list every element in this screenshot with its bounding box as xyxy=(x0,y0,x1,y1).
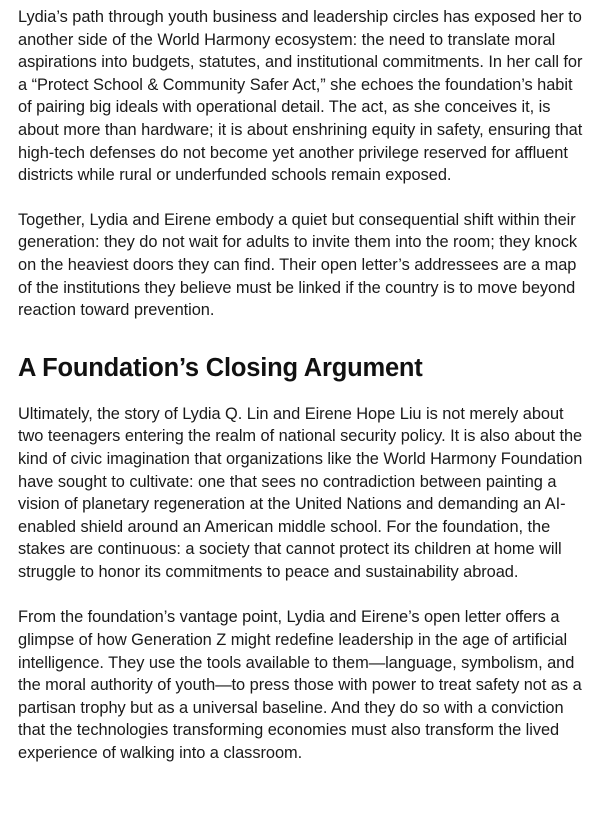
paragraph-lydia-path: Lydia’s path through youth business and leadership circles has exposed her to another side of the World Harmony ecosystem: the need to translate moral aspirations into budgets, statutes, and institutional commitments. In her call for a “Protect School & Community Safer Act,” she echoes the foundation’s habit of pairing big ideals with operational detail. The act, as she conceives it, is about more than hardware; it is about enshrining equity in safety, ensuring that high-tech defenses do not become yet another privilege reserved for affluent districts while rural or underfunded schools remain exposed. xyxy=(18,8,583,185)
section-heading: A Foundation’s Closing Argument xyxy=(18,353,423,382)
paragraph-together: Together, Lydia and Eirene embody a quiet but consequential shift within their generation: they do not wait for adults to invite them into the room; they knock on the heaviest doors they can find. Their open letter’s addressees are a map of the institutions they believe must be linked if the country is to move beyond reaction toward prevention. xyxy=(18,210,578,320)
paragraph-ultimately: Ultimately, the story of Lydia Q. Lin and Eirene Hope Liu is not merely about two teenagers entering the realm of national security policy. It is also about the kind of civic imagination that organizations like the World Harmony Foundation have sought to cultivate: one that sees no contradiction between painting a vision of planetary regeneration at the United Nations and demanding an AI-enabled shield around an American middle school. For the foundation, the stakes are continuous: a society that cannot protect its children at home will struggle to honor its commitments to peace and sustainability abroad. xyxy=(18,404,583,581)
paragraph-vantage-point: From the foundation’s vantage point, Lydia and Eirene’s open letter offers a glimpse of how Generation Z might redefine leadership in the age of artificial intelligence. They use the tools available to them—language, symbolism, and the moral authority of youth—to press those with power to treat safety not as a partisan trophy but as a universal baseline. And they do so with a conviction that the technologies transforming economies must also transform the lived experience of walking into a classroom. xyxy=(18,608,582,763)
article-body xyxy=(0,6,600,765)
